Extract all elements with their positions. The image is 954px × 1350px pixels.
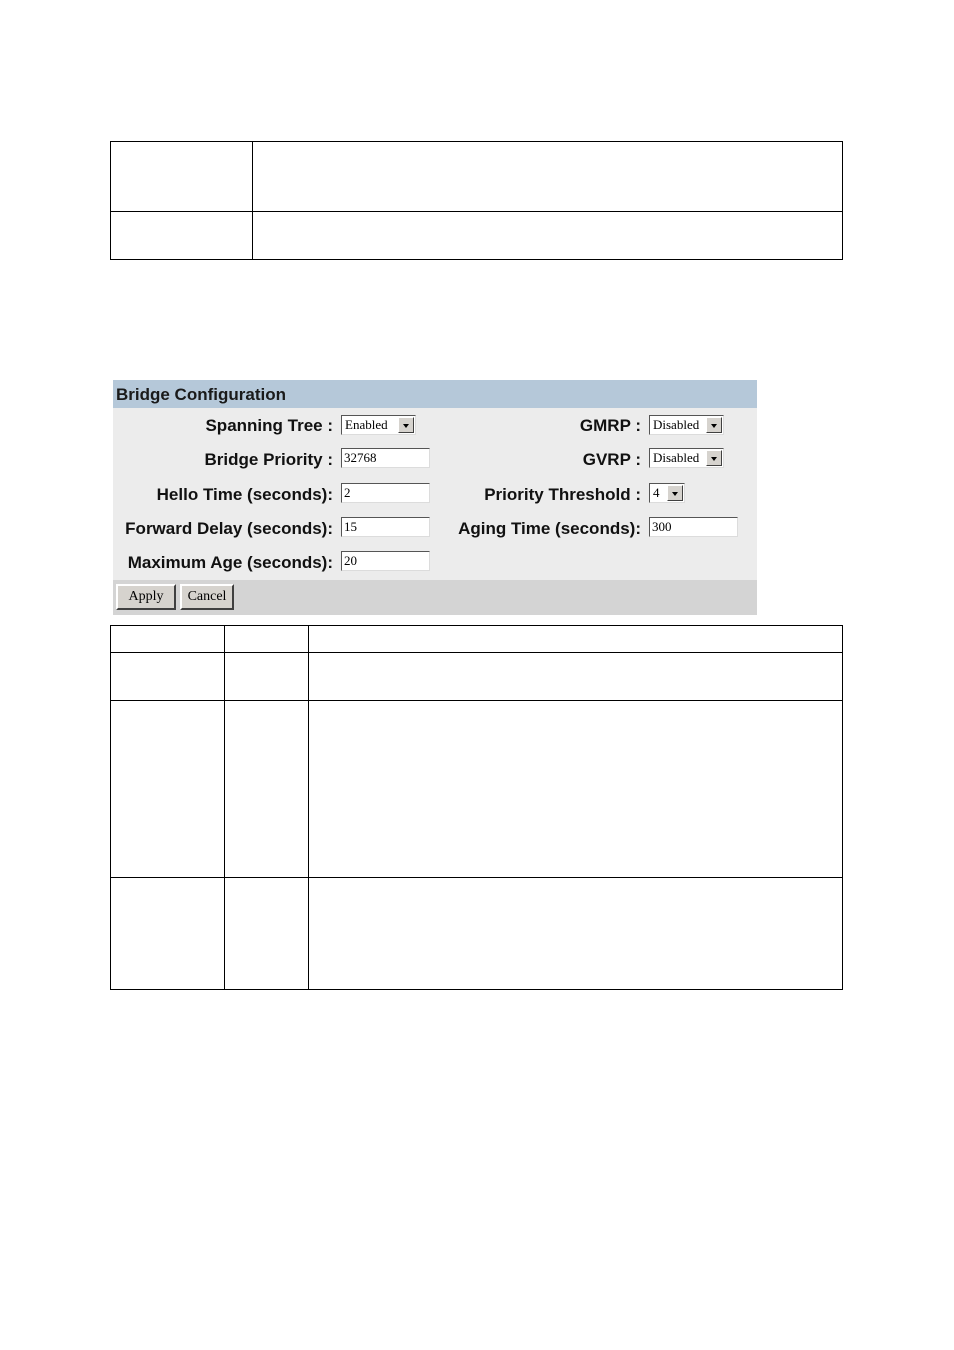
table-cell xyxy=(225,626,309,653)
table-cell xyxy=(111,212,253,260)
priority-threshold-value: 4 xyxy=(653,485,660,500)
gvrp-value: Disabled xyxy=(653,450,700,465)
maximum-age-label: Maximum Age (seconds): xyxy=(127,553,333,572)
table-cell xyxy=(225,878,309,990)
table-cell xyxy=(309,653,843,701)
table-cell xyxy=(309,878,843,990)
table-cell xyxy=(225,653,309,701)
gvrp-select[interactable] xyxy=(649,448,724,468)
table-cell xyxy=(253,212,843,260)
cancel-button[interactable]: Cancel xyxy=(180,584,234,610)
gmrp-label: GMRP : xyxy=(579,416,641,435)
table-row xyxy=(111,701,843,878)
table-cell xyxy=(111,626,225,653)
table-cell xyxy=(111,142,253,212)
priority-threshold-select[interactable] xyxy=(649,483,685,503)
table-cell xyxy=(111,701,225,878)
chevron-down-icon[interactable] xyxy=(398,417,414,433)
hello-time-label: Hello Time (seconds): xyxy=(156,485,333,504)
forward-delay-input[interactable]: 15 xyxy=(341,517,430,537)
spanning-tree-select[interactable] xyxy=(341,415,416,435)
panel-title: Bridge Configuration xyxy=(116,385,286,404)
button-bar xyxy=(113,580,757,615)
table-cell xyxy=(309,701,843,878)
table-cell xyxy=(225,701,309,878)
top-table xyxy=(110,141,843,260)
table-cell xyxy=(309,626,843,653)
table-row xyxy=(111,653,843,701)
table-row xyxy=(111,626,843,653)
table-cell xyxy=(111,653,225,701)
chevron-down-icon[interactable] xyxy=(706,450,722,466)
spanning-tree-value: Enabled xyxy=(345,417,388,432)
bridge-configuration-panel xyxy=(113,380,757,615)
bottom-table xyxy=(110,625,843,990)
aging-time-label: Aging Time (seconds): xyxy=(458,519,641,538)
gmrp-value: Disabled xyxy=(653,417,700,432)
table-row xyxy=(111,878,843,990)
table-cell xyxy=(253,142,843,212)
bridge-priority-input[interactable]: 32768 xyxy=(341,448,430,468)
gvrp-label: GVRP : xyxy=(582,450,641,469)
maximum-age-input[interactable]: 20 xyxy=(341,551,430,571)
apply-button[interactable]: Apply xyxy=(116,584,176,610)
table-cell xyxy=(111,878,225,990)
gmrp-select[interactable] xyxy=(649,415,724,435)
forward-delay-label: Forward Delay (seconds): xyxy=(125,519,333,538)
hello-time-input[interactable]: 2 xyxy=(341,483,430,503)
spanning-tree-label: Spanning Tree : xyxy=(205,416,333,435)
panel-header xyxy=(113,380,757,408)
chevron-down-icon[interactable] xyxy=(706,417,722,433)
bridge-priority-label: Bridge Priority : xyxy=(204,450,333,469)
table-row xyxy=(111,142,843,212)
chevron-down-icon[interactable] xyxy=(667,485,683,501)
table-row xyxy=(111,212,843,260)
priority-threshold-label: Priority Threshold : xyxy=(484,485,641,504)
aging-time-input[interactable]: 300 xyxy=(649,517,738,537)
